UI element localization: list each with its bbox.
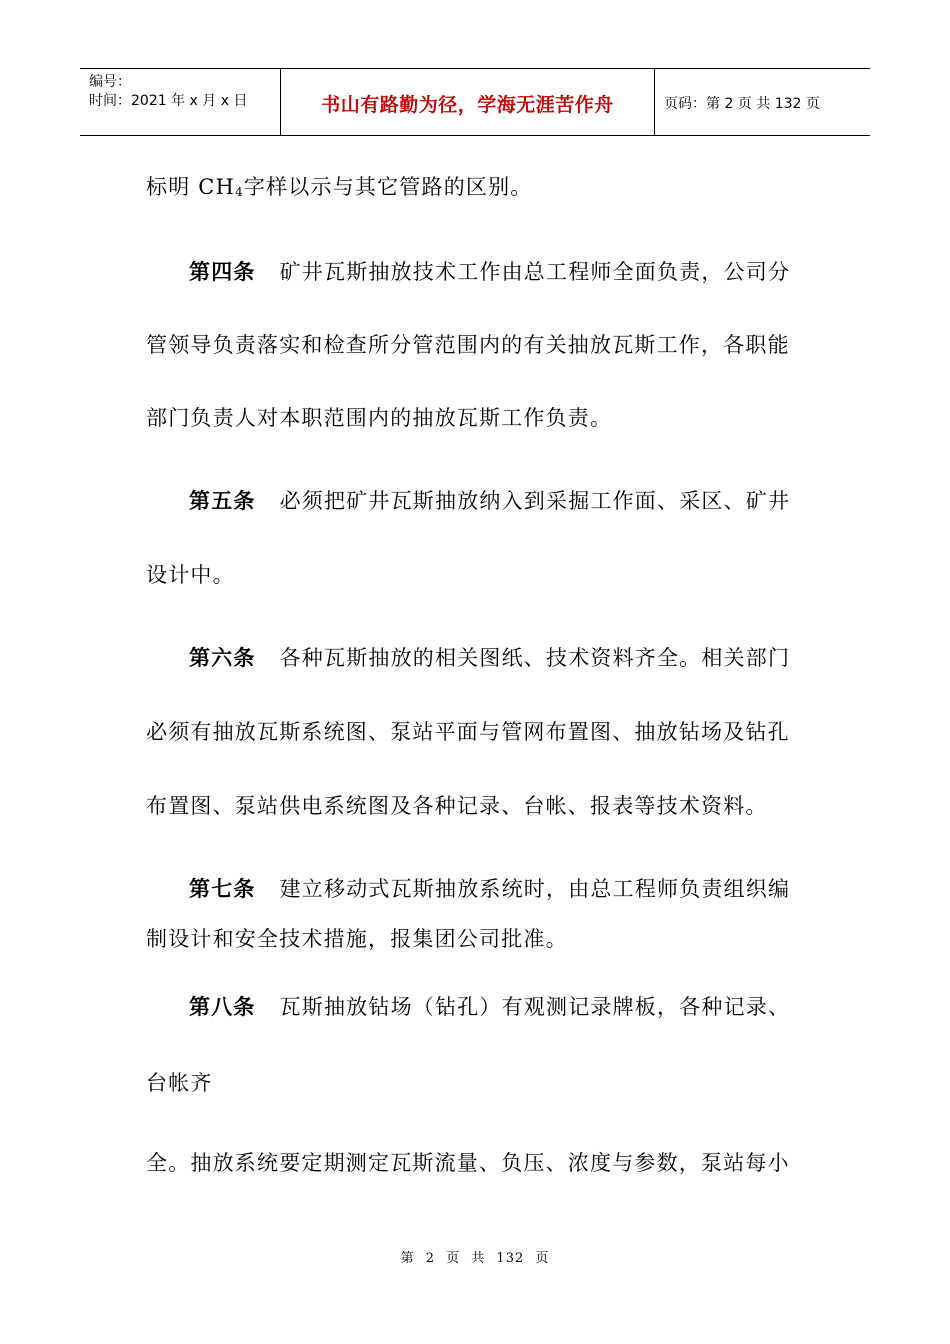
time-label: 时间：2021 年 x 月 x 日 (89, 93, 248, 109)
text-span: 各种瓦斯抽放的相关图纸、技术资料齐全。相关部门 (279, 646, 791, 670)
paragraph-line: 必须有抽放瓦斯系统图、泵站平面与管网布置图、抽放钻场及钻孔 (146, 720, 790, 744)
page-footer: 第 2 页 共 132 页 (400, 1251, 550, 1266)
paragraph-line: 全。抽放系统要定期测定瓦斯流量、负压、浓度与参数，泵站每小 (146, 1151, 790, 1175)
article-eight-line (146, 991, 839, 1021)
number-label: 编号： (89, 74, 131, 90)
header-page-code: 页码：第 2 页 共 132 页 (664, 96, 820, 112)
subscript: 4 (235, 185, 244, 199)
paragraph-line: 制设计和安全技术措施，报集团公司批准。 (146, 927, 568, 951)
article-title: 第八条 (189, 994, 256, 1019)
text-span: 必须把矿井瓦斯抽放纳入到采掘工作面、采区、矿井 (279, 489, 791, 513)
document-header (80, 68, 870, 136)
article-four-line (146, 256, 839, 286)
paragraph-line: 管领导负责落实和检查所分管范围内的有关抽放瓦斯工作，各职能 (146, 333, 790, 357)
article-title: 第四条 (189, 259, 256, 284)
text-span: 建立移动式瓦斯抽放系统时，由总工程师负责组织编 (279, 877, 791, 901)
text-span: 瓦斯抽放钻场（钻孔）有观测记录牌板，各种记录、 (279, 995, 791, 1019)
paragraph-line: 部门负责人对本职范围内的抽放瓦斯工作负责。 (146, 406, 613, 430)
text-span: 字样以示与其它管路的区别。 (243, 175, 533, 199)
text-span: 标明 CH (146, 175, 236, 199)
article-seven-line (146, 873, 839, 903)
text-span: 矿井瓦斯抽放技术工作由总工程师全面负责，公司分 (279, 260, 791, 284)
paragraph-line: 台帐齐 (146, 1071, 213, 1095)
header-motto: 书山有路勤为径，学海无涯苦作舟 (281, 69, 655, 135)
article-title: 第七条 (189, 876, 256, 901)
paragraph-line: 布置图、泵站供电系统图及各种记录、台帐、报表等技术资料。 (146, 794, 768, 818)
paragraph-line (146, 171, 796, 201)
article-title: 第六条 (189, 645, 256, 670)
article-six-line (146, 642, 839, 672)
paragraph-line: 设计中。 (146, 563, 235, 587)
article-five-line (146, 485, 839, 515)
article-title: 第五条 (189, 488, 256, 513)
header-meta (80, 69, 281, 135)
